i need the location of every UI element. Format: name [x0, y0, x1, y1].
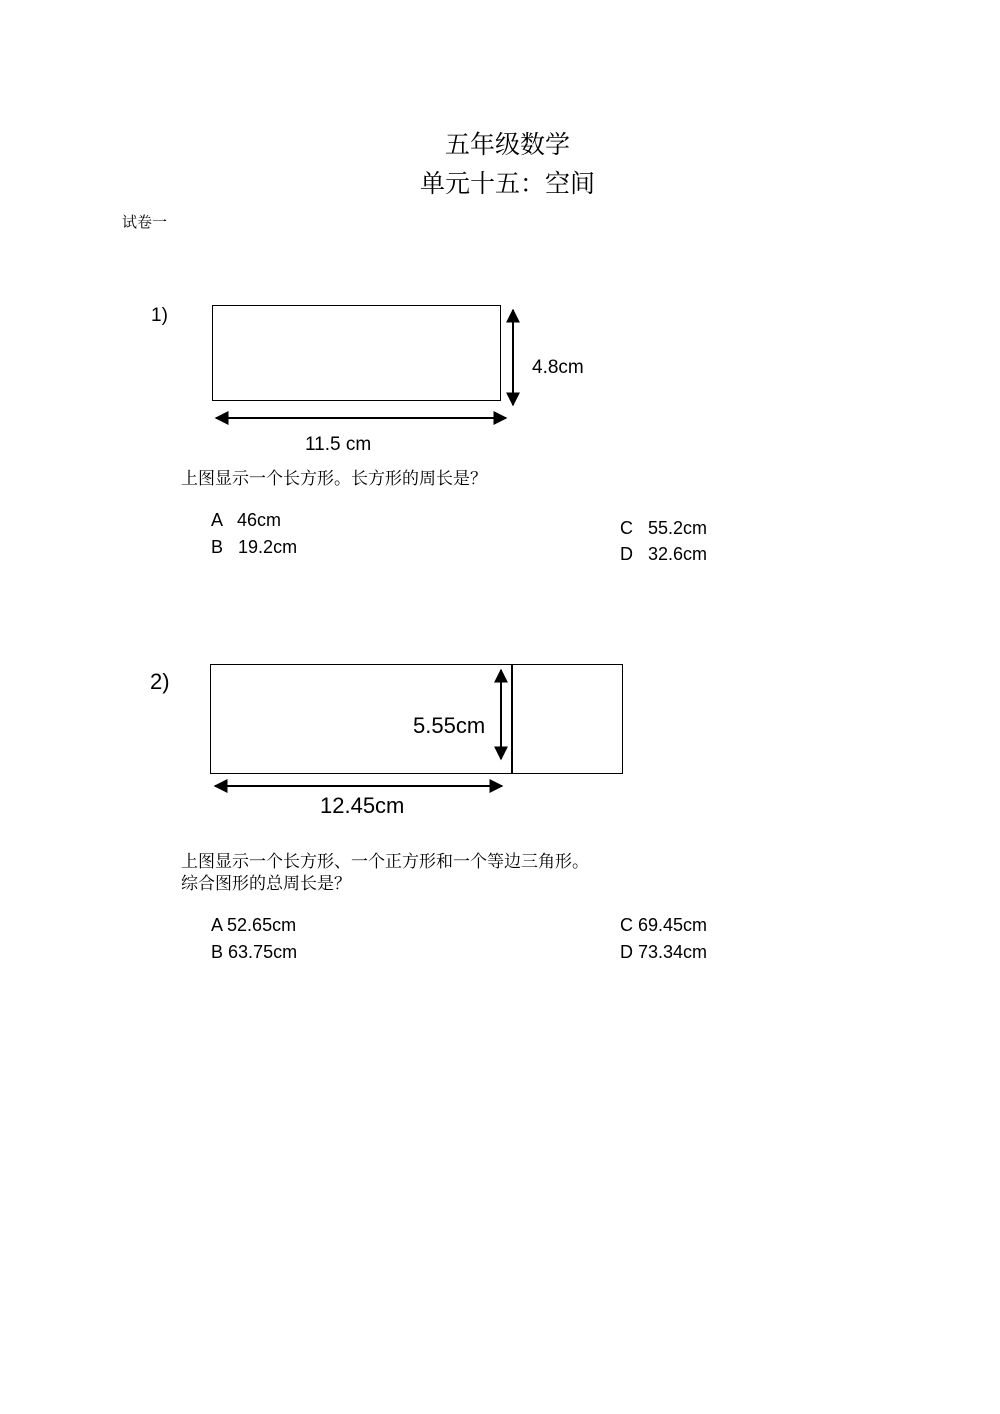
question-2-text-line2: 综合图形的总周长是？ [181, 874, 351, 894]
question-1-text: 上图显示一个长方形。长方形的周长是？ [181, 469, 487, 489]
q2-option-d[interactable]: D 73.34cm [620, 942, 708, 962]
page-subtitle: 单元十五：空间 [419, 169, 595, 198]
q2-option-c[interactable]: C 69.45cm [620, 915, 708, 935]
q1-option-a[interactable]: A 46cm [211, 510, 282, 530]
q2-option-a[interactable]: A 52.65cm [211, 915, 297, 935]
question-2-number: 2) [150, 669, 170, 694]
page-title: 五年级数学 [444, 130, 570, 159]
q1-height-label: 4.8cm [532, 357, 584, 378]
paper-label: 试卷一 [122, 213, 168, 231]
q1-width-label: 11.5 cm [305, 434, 372, 455]
q2-height-label: 5.55cm [413, 713, 486, 738]
q2-square [511, 664, 623, 774]
q1-option-b[interactable]: B 19.2cm [211, 537, 298, 557]
question-2-text-line1: 上图显示一个长方形、一个正方形和一个等边三角形。 [181, 852, 589, 872]
q1-rectangle [212, 305, 501, 401]
q1-option-c[interactable]: C 55.2cm [620, 518, 708, 538]
q2-width-label: 12.45cm [320, 793, 405, 818]
q2-option-b[interactable]: B 63.75cm [211, 942, 298, 962]
q1-option-d[interactable]: D 32.6cm [620, 544, 708, 564]
question-1-number: 1) [151, 305, 168, 326]
